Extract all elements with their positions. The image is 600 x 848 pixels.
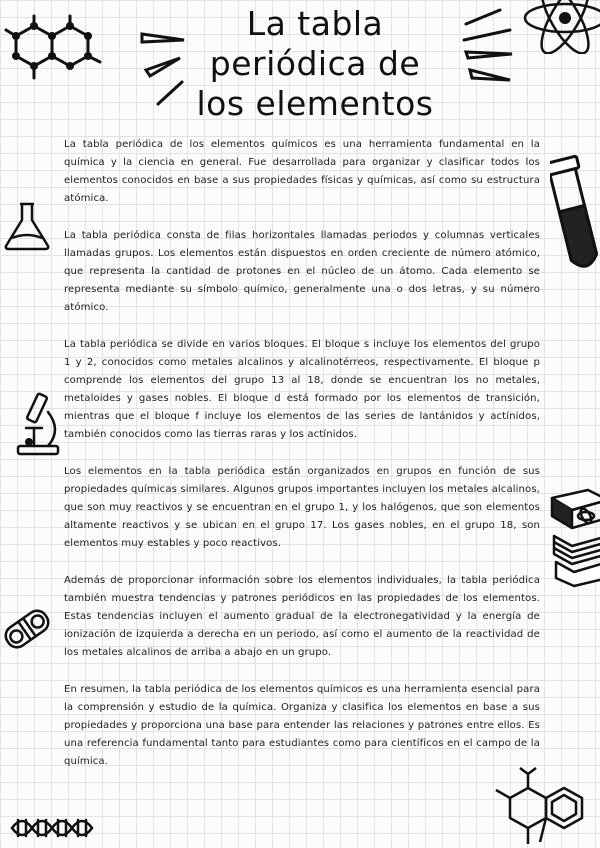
title-line-3: los elementos (196, 84, 434, 123)
goggles-icon (2, 604, 52, 654)
microscope-icon (12, 390, 64, 458)
paragraph-groups: Los elementos en la tabla periódica están organizados en grupos en función de sus propiedades químicas similares. Algunos grupos importantes incluyen los metales alcalinos, que son muy reactivos y se encuentran en el grupo 1, y los halógenos, que son elementos altamente reactivos y se ubican en el grupo 17. Los gases nobles, en el grupo 18, son elementos muy estables y poco reactivos. (64, 466, 540, 549)
paragraph-structure: La tabla periódica consta de filas horizontales llamadas periodos y columnas verticales llamadas grupos. Los elementos están dispuestos en orden creciente de número atómico, que representa la cantidad de protones en el núcleo de un átomo. Cada elemento se representa mediante su símbolo químico, generalmente una o dos letras, y su número atómico. (64, 230, 540, 313)
test-tube-icon (550, 148, 600, 278)
paragraph-summary: En resumen, la tabla periódica de los elementos químicos es una herramienta esencial para la comprensión y estudio de la química. Organiza y clasifica los elementos en base a sus propiedades y proporciona una base para entender las relaciones y patrones entre ellos. Es una referencia fundamental tanto para estudiantes como para científicos en el campo de la química. (64, 684, 540, 767)
dna-icon (10, 814, 96, 842)
flask-icon (2, 200, 52, 252)
atom-icon (520, 0, 600, 54)
title-line-1: La tabla (246, 4, 384, 43)
paragraph-blocks: La tabla periódica se divide en varios bloques. El bloque s incluye los elementos del grupo 1 y 2, conocidos como metales alcalinos y alcalinotérreos, respectivamente. El bloque p comprende los elementos del grupo 13 al 18, donde se encuentran los no metales, metaloides y gases nobles. El bloque d está formado por los elementos de transición, mientras que el bloque f incluye los elementos de las series de lantánidos y actínidos, también conocidos como las tierras raras y los actínidos. (64, 339, 540, 440)
paragraph-intro: La tabla periódica de los elementos químicos es una herramienta fundamental en la química y la ciencia en general. Fue desarrollada para organizar y clasificar todos los elementos conocidos en base a sus propiedades físicas y químicas, así como su estructura atómica. (64, 139, 540, 204)
sparkle-lines-left-icon (138, 28, 188, 108)
title-line-2: periódica de (209, 44, 421, 83)
books-icon (548, 488, 600, 588)
sparkle-lines-right-icon (460, 6, 520, 86)
article-body (64, 136, 540, 790)
page-title (180, 4, 450, 124)
paragraph-trends: Además de proporcionar información sobre los elementos individuales, la tabla periódica también muestra tendencias y patrones periódicos en las propiedades de los elementos. Estas tendencias incluyen el aumento gradual de la electronegatividad y la energía de ionización de izquierda a derecha en un periodo, así como el aumento de la reactividad de los metales alcalinos de arriba a abajo en un grupo. (64, 575, 540, 658)
molecule-icon (4, 14, 104, 96)
